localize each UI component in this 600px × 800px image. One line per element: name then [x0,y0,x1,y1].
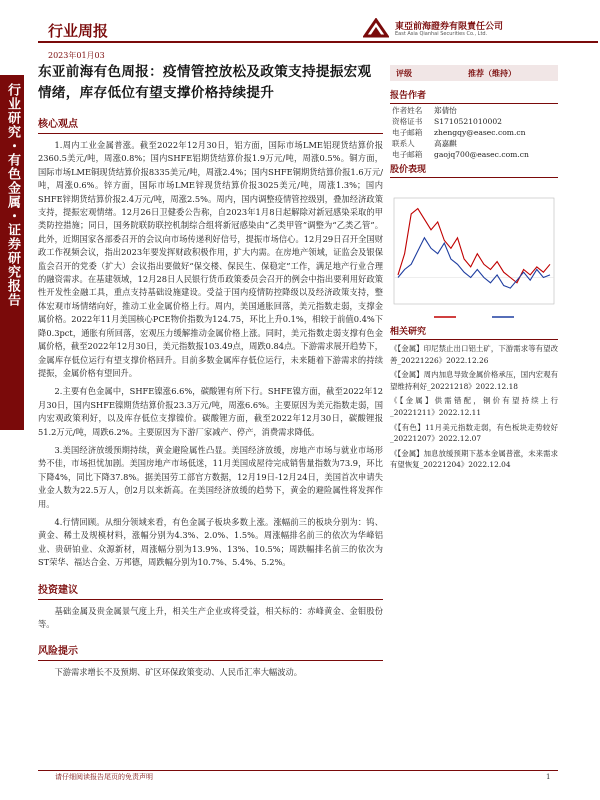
report-header [38,14,558,58]
rating-label: 评级 [396,69,412,78]
rating-value: 推荐（维持） [468,69,516,78]
info-row [392,139,457,149]
email-link[interactable]: gaojq700@easec.com.cn [434,150,529,159]
report-date: 2023年01月03 [48,51,105,60]
report-title: 东亚前海有色周报：疫情管控放松及政策支持提振宏观情绪，库存低位有望支撑价格持续提升 [38,64,372,101]
analyst-heading: 报告作者 [390,88,558,104]
footer-disclaimer: 请仔细阅读报告尾页的免责声明 [55,773,153,781]
related-research-heading: 相关研究 [390,324,558,340]
investment-text: 基础金属及贵金属景气度上升，相关生产企业或将受益，相关标的：赤峰黄金、金钼股份等。 [38,605,383,629]
related-report-item[interactable]: 《【金属】加息放缓预期下基本金属普涨，未来需求有望恢复_20221204》2022.12.04 [390,448,558,470]
paragraph-metals: 1.周内工业金属普涨。截至2022年12月30日，铝方面，国际市场LME铝现货结算价报2360.5美元/吨，周涨0.8%；国内SHFE铝期货结算价报1.9万元/吨，周涨0.5%。铜方面，国际市场LME铜现货结算价报8335美元/吨，周涨2.4%；国内SHFE铜期货结算价报1.6万元/吨，周涨0.6%。锌方面，国际市场LME锌现货结算价报3025美元/吨，周涨1.3%；国内SHFE锌期货结算价报2.4万元/吨，周涨2.5%。周内，国内调整疫情管控级别，叠加经济政策支持，提振宏观情绪。12月26日卫健委公告称，自2023年1月8日起解除对新冠感染采取的甲类防控措施；同日，国务院联防联控机制综合组将新冠感染由“乙类甲管”调整为“乙类乙管”。此外，近期国家各部委召开的会议向市场传递利好信号，提振市场信心。12月29日召开全国财政工作视频会议，指出2023年要发挥财政积极作用，扩大内需。在房地产领域，证监会及银保监会召开的党委（扩大）会议指出要做好“保交楼、保民生、保稳定”工作，满足地产行业合理的融资需求。在基建领域，12月28日人民银行货币政策委员会召开的例会中指出要利用好政策性开发性金融工具，重点支持基础设施建设。受益于国内疫情防控降级以及经济政策支持，整体宏观市场情绪向好，推动工业金属价格上行。周内，美国通胀回落，美元指数走弱，支撑金属价格。2022年11月美国核心PCE物价指数为124.75，环比上升0.1%，相较于前值0.4%下降0.3pct，通胀有所回落，宏观压力缓解推动金属价格上涨。同时，美元指数走弱支撑有色金属价格，截至2022年12月30日，美元指数报103.49点，周跌0.84点。下游需求展开趋势下，金属库存低位运行有望支撑价格回升。目前多数金属库存低位运行，未来随着下游需求的持续提振，金属价格有望回升。 [38,140,383,378]
footer-divider [38,770,558,771]
chart-series-line-2 [398,238,550,288]
risk-text: 下游需求增长不及预期、矿区环保政策变动、人民币汇率大幅波动。 [54,667,302,678]
info-row [392,128,526,138]
related-report-item[interactable]: 《【金属】周内加息导致金属价格承压，国内宏观有望维持利好_20221218》2022.12.18 [390,370,558,391]
paragraph-gold: 3.美国经济放缓预期持续，黄金避险属性凸显。美国经济放缓，房地产市场与就业市场形势不佳，市场担忧加剧。美国房地产市场低迷，11月美国成屋待完成销售量指数为73.9，环比下降4%，同比下降37.8%。据美国劳工部官方数据，12月19日-12月24日，美国首次申请失业金人数为22.5万人，创2月以来新高。在美国经济放缓的趋势下，黄金的避险属性将发挥作用。 [38,444,383,509]
investment-heading: 投资建议 [38,581,383,600]
related-report-item[interactable]: 《【金属】印尼禁止出口铝土矿，下游需求等有望改善_20221226》2022.12.26 [390,344,558,365]
info-key: 联系人 [392,139,415,148]
info-row [392,106,457,116]
company-logo-icon [363,18,389,40]
related-report-item[interactable]: 《【有色】11月美元指数走弱，有色板块走势较好_20221207》2022.12.07 [390,422,558,444]
info-row [392,117,502,127]
info-key: 电子邮箱 [392,150,423,159]
main-content [38,62,383,680]
info-value: S1710521010002 [434,117,503,126]
company-name-cn: 東亞前海證券有限責任公司 [395,22,504,32]
report-type-title: 行业周报 [48,22,109,40]
related-report-item[interactable]: 《【金属】供需错配，铜价有望持续上行_20221211》2022.12.11 [390,396,558,417]
email-link[interactable]: zhengqy@easec.com.cn [434,128,526,137]
paragraph-nickel-lithium: 2.主要有色金属中，SHFE镍涨6.6%，碳酸锂有所下行。SHFE镍方面，截至2022年12月30日，国内SHFE镍期货结算价报23.3万元/吨，周涨6.6%。主要原因为美元指数走弱，国内宏观政策利好，以及库存低位支撑镍价。碳酸锂方面，截至2022年12月30日，碳酸锂报51.2万元/吨，周跌6.2%。主要原因为下游厂家减产、停产，消费需求降低。 [38,386,383,437]
risk-heading: 风险提示 [38,642,383,661]
core-view-heading: 核心观点 [38,115,383,134]
rating-bar [390,65,558,81]
stock-performance-chart [390,192,558,332]
info-key: 作者姓名 [392,106,423,115]
info-value: 高嘉麒 [434,139,457,148]
company-name-en: East Asia Qianhai Securities Co., Ltd. [395,31,488,37]
info-key: 资格证书 [392,117,423,126]
stock-performance-heading: 股价表现 [390,162,558,178]
info-key: 电子邮箱 [392,128,423,137]
category-sidebar [0,75,24,430]
company-logo [363,14,558,44]
info-value: 郑倩怡 [434,106,457,115]
related-research [390,324,558,471]
paragraph-market-review: 4.行情回顾。从细分领域来看，有色金属子板块多数上涨。涨幅前三的板块分别为：钨、黄金、稀土及规模材料，涨幅分别为4.3%、2.0%、1.5%。周涨幅排名前三的依次为华峰铝业、贵研铂业、众源新材，周涨幅分别为13.9%、13%、10.5%；周跌幅排名前三的依次为ST荣华、福达合金、万邦德，周跌幅分别为10.7%、5.4%、5.2%。 [38,516,383,568]
category-sidebar-text: 行业研究・有色金属・证券研究报告 [5,83,20,307]
page-number: 1 [546,773,551,781]
info-row [392,150,529,160]
